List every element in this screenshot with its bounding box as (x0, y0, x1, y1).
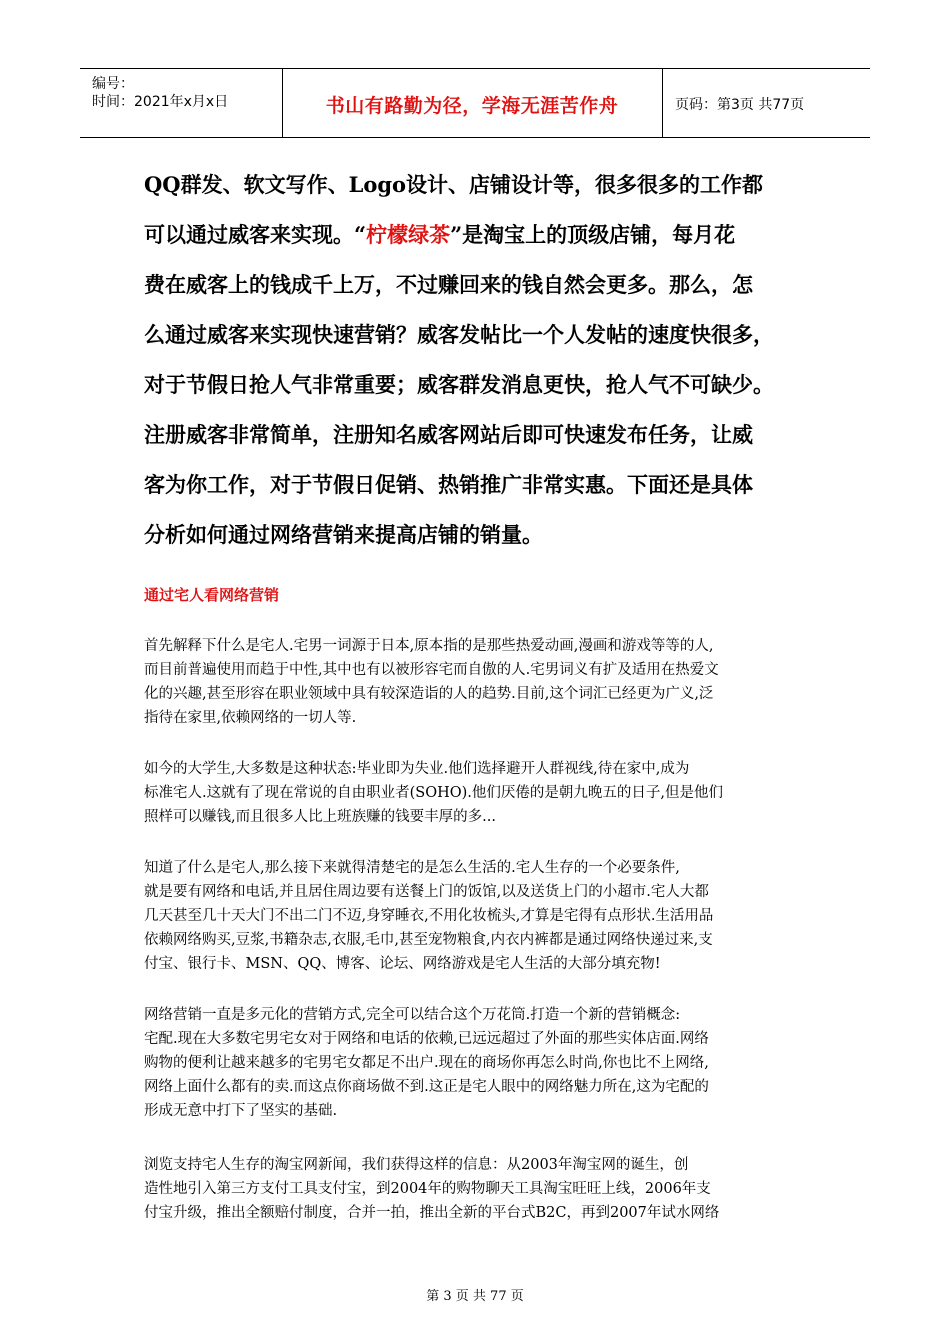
header-middle-cell (282, 69, 663, 137)
intro-paragraph (144, 160, 824, 560)
paragraph-line: 知道了什么是宅人,那么接下来就得清楚宅的是怎么生活的.宅人生存的一个必要条件, (144, 860, 680, 876)
document-time-label: 时间：2021年x月x日 (92, 94, 229, 110)
page-footer: 第 3 页 共 77 页 (426, 1289, 524, 1304)
header-left-cell (80, 69, 283, 137)
intro-line: 么通过威客来实现快速营销？威客发帖比一个人发帖的速度快很多， (144, 322, 774, 347)
intro-text: ”是淘宝上的顶级店铺，每月花 (450, 222, 736, 247)
paragraph-line: 而目前普遍使用而趋于中性,其中也有以被形容宅而自傲的人.宅男词义有扩及适用在热爱文 (144, 662, 719, 678)
paragraph-line: 付宝、银行卡、MSN、QQ、博客、论坛、网络游戏是宅人生活的大部分填充物! (144, 956, 661, 972)
intro-line (144, 210, 824, 260)
page-header (80, 68, 870, 138)
paragraph-line: 浏览支持宅人生存的淘宝网新闻，我们获得这样的信息：从2003年淘宝网的诞生，创 (144, 1157, 689, 1173)
paragraph-line: 标准宅人.这就有了现在常说的自由职业者(SOHO).他们厌倦的是朝九晚五的日子,但是他们 (144, 785, 723, 801)
paragraph-line: 网络营销一直是多元化的营销方式,完全可以结合这个万花筒.打造一个新的营销概念: (144, 1007, 681, 1023)
header-page-number: 页码：第3页 共77页 (675, 97, 805, 113)
paragraph-line: 指待在家里,依赖网络的一切人等. (144, 710, 357, 726)
intro-line: 客为你工作，对于节假日促销、热销推广非常实惠。下面还是具体 (144, 472, 753, 497)
paragraph-line: 网络上面什么都有的卖.而这点你商场做不到.这正是宅人眼中的网络魅力所在,这为宅配的 (144, 1079, 709, 1095)
highlighted-shop-name: 柠檬绿茶 (366, 222, 451, 247)
body-paragraph (144, 1153, 814, 1225)
intro-line: 注册威客非常简单，注册知名威客网站后即可快速发布任务，让威 (144, 422, 753, 447)
intro-line: 对于节假日抢人气非常重要；威客群发消息更快，抢人气不可缺少。 (144, 372, 774, 397)
paragraph-line: 首先解释下什么是宅人.宅男一词源于日本,原本指的是那些热爱动画,漫画和游戏等等的人, (144, 638, 714, 654)
paragraph-line: 宅配.现在大多数宅男宅女对于网络和电话的依赖,已远远超过了外面的那些实体店面.网络 (144, 1031, 709, 1047)
body-paragraph (144, 1003, 814, 1123)
paragraph-line: 造性地引入第三方支付工具支付宝，到2004年的购物聊天工具淘宝旺旺上线，2006年支 (144, 1181, 711, 1197)
paragraph-line: 付宝升级，推出全额赔付制度，合并一拍，推出全新的平台式B2C，再到2007年试水网络 (144, 1205, 720, 1221)
paragraph-line: 照样可以赚钱,而且很多人比上班族赚的钱要丰厚的多... (144, 809, 496, 825)
intro-text: 可以通过威客来实现。“ (144, 222, 367, 247)
paragraph-line: 依赖网络购买,豆浆,书籍杂志,衣服,毛巾,甚至宠物粮食,内衣内裤都是通过网络快递过来,支 (144, 932, 713, 948)
document-number-label: 编号： (92, 76, 134, 92)
paragraph-line: 形成无意中打下了坚实的基础. (144, 1103, 338, 1119)
body-paragraph (144, 757, 814, 829)
paragraph-line: 就是要有网络和电话,并且居住周边要有送餐上门的饭馆,以及送货上门的小超市.宅人大都 (144, 884, 709, 900)
body-paragraph (144, 856, 814, 976)
header-motto: 书山有路勤为径，学海无涯苦作舟 (325, 95, 619, 117)
paragraph-line: 购物的便利让越来越多的宅男宅女都足不出户.现在的商场你再怎么时尚,你也比不上网络, (144, 1055, 709, 1071)
body-paragraph (144, 634, 814, 730)
section-title: 通过宅人看网络营销 (144, 586, 280, 604)
paragraph-line: 如今的大学生,大多数是这种状态:毕业即为失业.他们选择避开人群视线,待在家中,成为 (144, 761, 690, 777)
intro-line: QQ群发、软文写作、Logo设计、店铺设计等，很多很多的工作都 (144, 172, 764, 197)
intro-line: 费在威客上的钱成千上万，不过赚回来的钱自然会更多。那么，怎 (144, 272, 753, 297)
header-right-cell (663, 69, 870, 137)
paragraph-line: 化的兴趣,甚至形容在职业领域中具有较深造诣的人的趋势.目前,这个词汇已经更为广义,泛 (144, 686, 714, 702)
paragraph-line: 几天甚至几十天大门不出二门不迈,身穿睡衣,不用化妆梳头,才算是宅得有点形状.生活用品 (144, 908, 714, 924)
intro-line: 分析如何通过网络营销来提高店铺的销量。 (144, 522, 543, 547)
